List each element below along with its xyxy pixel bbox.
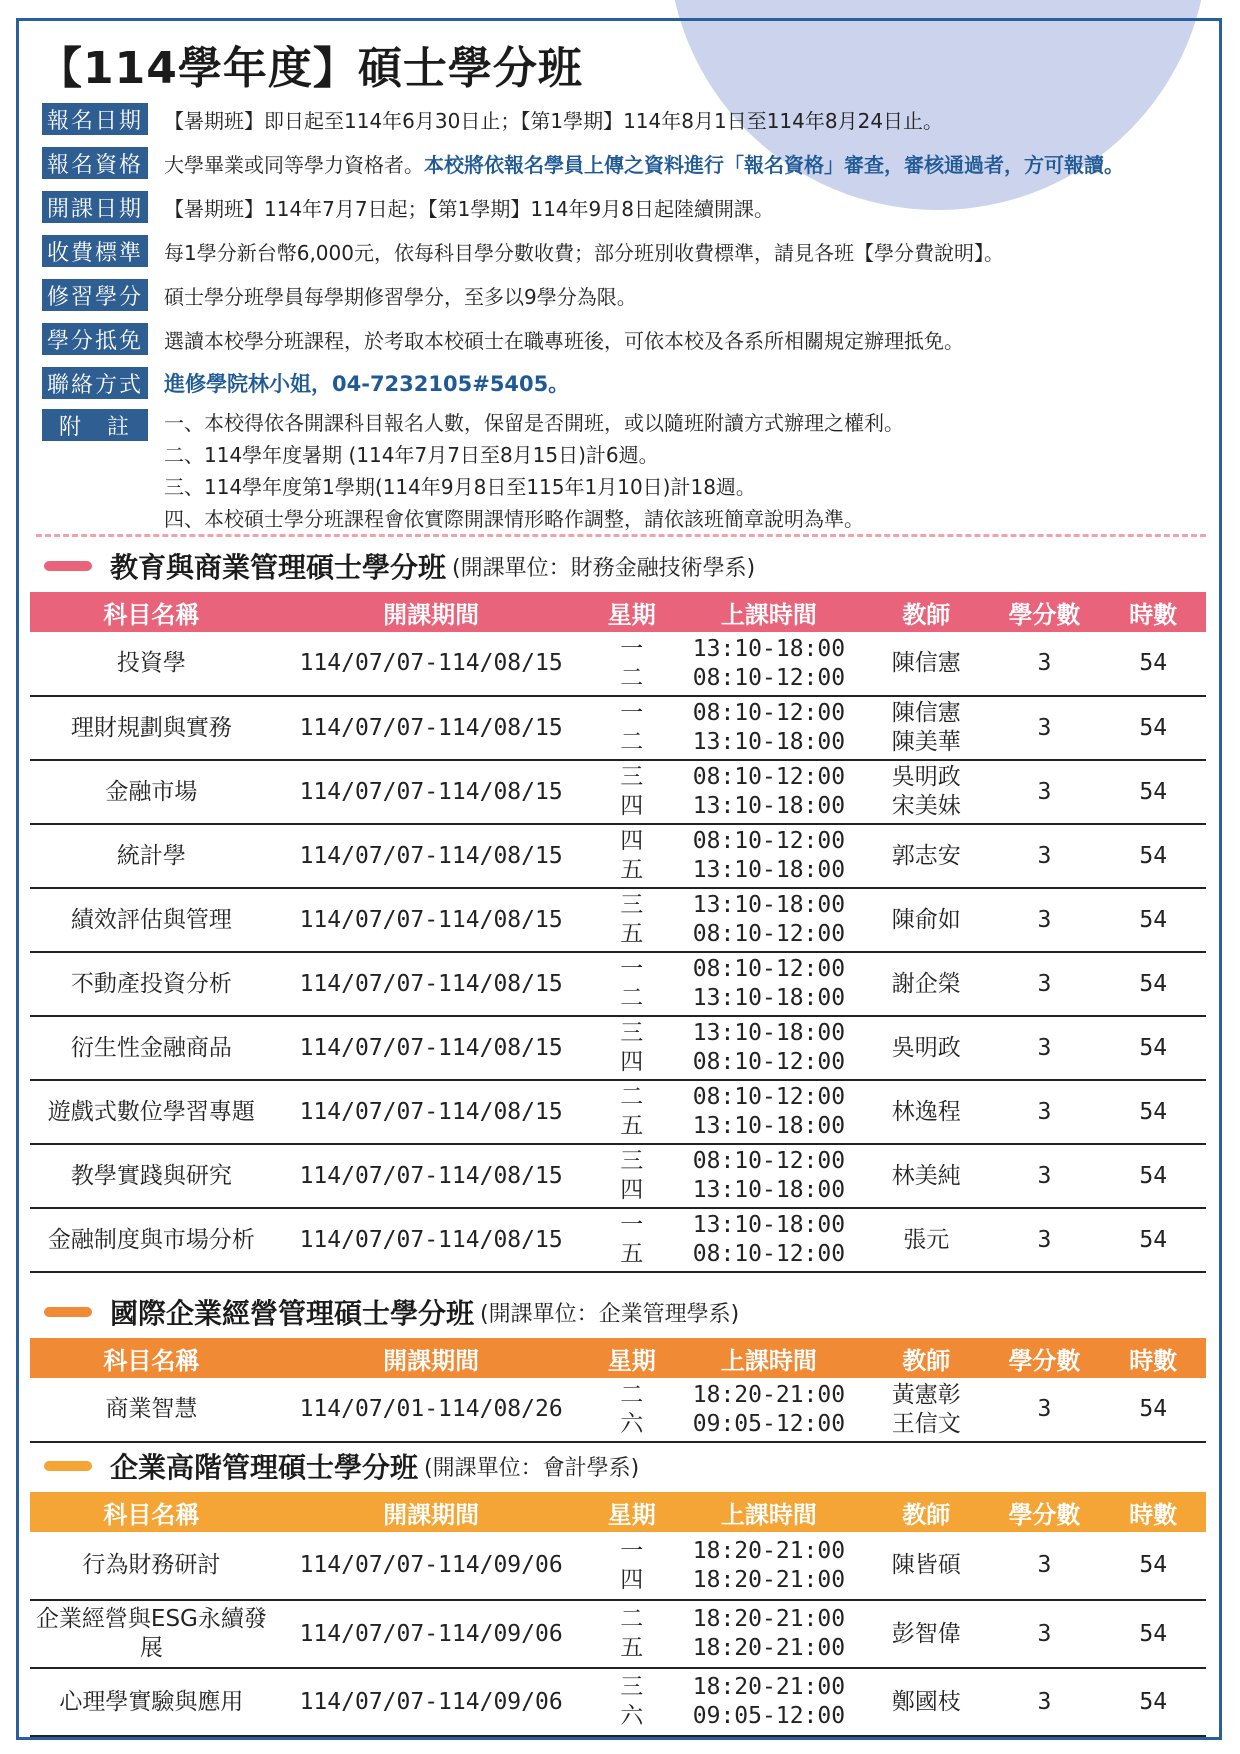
section-unit: (開課單位：財務金融技術學系) <box>452 555 756 581</box>
cell-credits: 3 <box>1037 1098 1052 1125</box>
teacher-1: 林逸程 <box>891 1098 961 1125</box>
weekday-2: 四 <box>620 1566 644 1593</box>
teacher-1: 吳明政 <box>891 1034 961 1061</box>
cell-weekday <box>589 1144 673 1208</box>
weekday-1: 三 <box>620 764 644 790</box>
note-item: 四、本校碩士學分班課程會依實際開課情形略作調整，請依該班簡章說明為準。 <box>164 507 864 531</box>
info-label: 學分抵免 <box>42 323 148 355</box>
weekday-2: 五 <box>620 1635 644 1661</box>
weekday-1: 三 <box>620 1148 644 1174</box>
time-2: 13:10-18:00 <box>692 793 846 819</box>
course-table-3 <box>30 1492 1206 1737</box>
weekday-1: 一 <box>620 635 644 662</box>
cell-hours: 54 <box>1139 1688 1168 1715</box>
cell-teacher <box>864 632 989 696</box>
weekday-2: 五 <box>620 857 644 883</box>
weekday-1: 一 <box>620 700 644 726</box>
header-subject: 科目名稱 <box>30 1492 273 1532</box>
section-title: 教育與商業管理碩士學分班 <box>110 551 447 584</box>
info-waiver <box>42 317 1222 361</box>
info-label: 附 註 <box>42 409 148 441</box>
info-label: 報名日期 <box>42 103 148 135</box>
cell-teacher <box>864 1600 989 1668</box>
cell-weekday <box>589 1668 673 1736</box>
cell-period: 114/07/07-114/08/15 <box>299 1098 563 1125</box>
table-row <box>30 1600 1206 1668</box>
time-1: 18:20-21:00 <box>692 1606 846 1632</box>
table-header-row <box>30 592 1206 632</box>
time-2: 13:10-18:00 <box>692 985 846 1011</box>
cell-subject: 不動產投資分析 <box>70 970 232 997</box>
table-header-row <box>30 1338 1206 1378</box>
info-text-highlight: 本校將依報名學員上傳之資料進行「報名資格」審查，審核通過者，方可報讀。 <box>424 152 1124 177</box>
time-2: 13:10-18:00 <box>692 857 846 883</box>
weekday-2: 四 <box>620 1177 644 1203</box>
teacher-1: 張元 <box>903 1226 950 1253</box>
time-2: 08:10-12:00 <box>692 921 846 947</box>
cell-weekday <box>589 1378 673 1442</box>
time-1: 18:20-21:00 <box>692 1674 846 1700</box>
course-table-2 <box>30 1338 1206 1443</box>
cell-hours: 54 <box>1139 970 1168 997</box>
header-weekday: 星期 <box>589 1492 673 1532</box>
time-2: 09:05-12:00 <box>692 1703 846 1729</box>
time-2: 08:10-12:00 <box>692 664 846 691</box>
note-item: 一、本校得依各開課科目報名人數，保留是否開班，或以隨班附讀方式辦理之權利。 <box>164 411 904 435</box>
cell-teacher <box>864 1378 989 1442</box>
weekday-2: 四 <box>620 793 644 819</box>
time-1: 08:10-12:00 <box>692 956 846 982</box>
cell-subject: 企業經營與ESG永續發展 <box>35 1606 267 1661</box>
cell-hours: 54 <box>1139 650 1168 676</box>
cell-teacher <box>864 696 989 760</box>
teacher-1: 陳信憲 <box>891 700 961 726</box>
cell-period: 114/07/07-114/08/15 <box>299 778 563 805</box>
weekday-1: 四 <box>620 828 644 854</box>
time-2: 18:20-21:00 <box>692 1566 846 1593</box>
cell-period: 114/07/07-114/08/15 <box>299 1034 563 1061</box>
cell-period: 114/07/07-114/08/15 <box>299 1162 563 1189</box>
cell-credits: 3 <box>1037 714 1052 741</box>
cell-hours: 54 <box>1139 1552 1168 1578</box>
teacher-2: 宋美妹 <box>891 793 961 819</box>
header-teacher: 教師 <box>864 1338 989 1378</box>
cell-period: 114/07/07-114/08/15 <box>299 842 563 869</box>
cell-teacher <box>864 952 989 1016</box>
cell-weekday <box>589 1080 673 1144</box>
dashed-divider <box>36 534 1206 537</box>
teacher-2: 王信文 <box>891 1410 961 1437</box>
info-reg-date <box>42 97 1222 141</box>
time-1: 13:10-18:00 <box>692 1212 846 1238</box>
cell-period: 114/07/07-114/08/15 <box>299 1226 563 1253</box>
weekday-1: 二 <box>620 1606 644 1632</box>
header-hours: 時數 <box>1100 1492 1206 1532</box>
cell-period: 114/07/07-114/09/06 <box>299 1688 563 1715</box>
time-2: 18:20-21:00 <box>692 1635 846 1661</box>
cell-subject: 遊戲式數位學習專題 <box>47 1098 255 1125</box>
cell-subject: 績效評估與管理 <box>70 906 232 933</box>
time-1: 18:20-21:00 <box>692 1381 846 1408</box>
time-1: 13:10-18:00 <box>692 892 846 918</box>
header-hours: 時數 <box>1100 1338 1206 1378</box>
cell-weekday <box>589 1600 673 1668</box>
time-2: 08:10-12:00 <box>692 1241 846 1267</box>
weekday-2: 五 <box>620 1113 644 1139</box>
cell-hours: 54 <box>1139 714 1168 741</box>
weekday-1: 三 <box>620 1674 644 1700</box>
table-row <box>30 632 1206 696</box>
teacher-1: 郭志安 <box>891 842 961 869</box>
teacher-2: 陳美華 <box>891 729 961 755</box>
header-time: 上課時間 <box>674 592 864 632</box>
table-row <box>30 1532 1206 1600</box>
teacher-1: 鄭國枝 <box>891 1688 961 1715</box>
cell-subject: 商業智慧 <box>105 1396 198 1422</box>
cell-credits: 3 <box>1037 970 1052 997</box>
info-fee <box>42 229 1222 273</box>
teacher-1: 林美純 <box>891 1162 961 1189</box>
contact-text: 進修學院林小姐，04-7232105#5405。 <box>164 372 570 396</box>
notes-list <box>164 407 904 535</box>
cell-weekday <box>589 760 673 824</box>
weekday-2: 二 <box>620 664 644 691</box>
cell-teacher <box>864 1016 989 1080</box>
cell-time <box>674 952 864 1016</box>
cell-teacher <box>864 760 989 824</box>
time-1: 08:10-12:00 <box>692 1148 846 1174</box>
header-hours: 時數 <box>1100 592 1206 632</box>
table-row <box>30 760 1206 824</box>
time-1: 08:10-12:00 <box>692 764 846 790</box>
teacher-1: 吳明政 <box>891 764 961 790</box>
info-label: 開課日期 <box>42 191 148 223</box>
weekday-1: 一 <box>620 1537 644 1564</box>
cell-hours: 54 <box>1139 778 1168 805</box>
cell-time <box>674 1144 864 1208</box>
cell-period: 114/07/07-114/08/15 <box>299 970 563 997</box>
cell-subject: 衍生性金融商品 <box>70 1034 232 1061</box>
cell-subject: 心理學實驗與應用 <box>59 1688 244 1715</box>
cell-hours: 54 <box>1139 1098 1168 1125</box>
weekday-2: 五 <box>620 921 644 947</box>
cell-time <box>674 1532 864 1600</box>
cell-credits: 3 <box>1037 778 1052 805</box>
table-header-row <box>30 1492 1206 1532</box>
cell-credits: 3 <box>1037 1396 1052 1422</box>
time-1: 13:10-18:00 <box>692 635 846 662</box>
info-contact <box>42 361 1222 405</box>
cell-hours: 54 <box>1139 1034 1168 1061</box>
info-qualification <box>42 141 1222 185</box>
cell-weekday <box>589 888 673 952</box>
teacher-1: 黃憲彰 <box>891 1381 961 1408</box>
cell-time <box>674 1600 864 1668</box>
weekday-2: 二 <box>620 729 644 755</box>
cell-time <box>674 696 864 760</box>
cell-time <box>674 632 864 696</box>
cell-period: 114/07/07-114/08/15 <box>299 714 563 741</box>
cell-credits: 3 <box>1037 906 1052 933</box>
cell-credits: 3 <box>1037 1226 1052 1253</box>
cell-hours: 54 <box>1139 1162 1168 1189</box>
cell-time <box>674 1080 864 1144</box>
weekday-2: 五 <box>620 1241 644 1267</box>
cell-period: 114/07/01-114/08/26 <box>299 1396 563 1422</box>
time-1: 13:10-18:00 <box>692 1020 846 1046</box>
cell-hours: 54 <box>1139 906 1168 933</box>
info-text: 碩士學分班學員每學期修習學分，至多以9學分為限。 <box>164 284 637 309</box>
cell-time <box>674 760 864 824</box>
info-text: 每1學分新台幣6,000元，依每科目學分數收費；部分班別收費標準，請見各班【學分費說明】。 <box>164 240 1004 265</box>
cell-credits: 3 <box>1037 650 1052 676</box>
weekday-2: 四 <box>620 1049 644 1075</box>
time-1: 08:10-12:00 <box>692 828 846 854</box>
cell-credits: 3 <box>1037 1162 1052 1189</box>
teacher-1: 謝企榮 <box>891 970 961 997</box>
cell-time <box>674 1208 864 1272</box>
table-row <box>30 696 1206 760</box>
time-2: 08:10-12:00 <box>692 1049 846 1075</box>
time-2: 13:10-18:00 <box>692 1177 846 1203</box>
cell-time <box>674 1668 864 1736</box>
info-text <box>164 149 1124 178</box>
info-text-plain: 大學畢業或同等學力資格者。 <box>164 152 424 177</box>
weekday-1: 一 <box>620 1212 644 1238</box>
weekday-1: 三 <box>620 1020 644 1046</box>
weekday-2: 六 <box>620 1410 644 1437</box>
cell-subject: 金融制度與市場分析 <box>47 1226 255 1253</box>
time-2: 13:10-18:00 <box>692 729 846 755</box>
info-start-date <box>42 185 1222 229</box>
header-teacher: 教師 <box>864 1492 989 1532</box>
cell-period: 114/07/07-114/09/06 <box>299 1620 563 1647</box>
table-row <box>30 1144 1206 1208</box>
cell-time <box>674 1016 864 1080</box>
header-weekday: 星期 <box>589 592 673 632</box>
header-subject: 科目名稱 <box>30 1338 273 1378</box>
header-credits: 學分數 <box>989 1492 1101 1532</box>
teacher-1: 陳俞如 <box>891 906 961 933</box>
header-weekday: 星期 <box>589 1338 673 1378</box>
header-subject: 科目名稱 <box>30 592 273 632</box>
cell-teacher <box>864 1668 989 1736</box>
info-text: 選讀本校學分班課程，於考取本校碩士在職專班後，可依本校及各系所相關規定辦理抵免。 <box>164 328 964 353</box>
teacher-1: 陳信憲 <box>891 650 961 676</box>
course-table-1 <box>30 592 1206 1273</box>
cell-weekday <box>589 1016 673 1080</box>
cell-subject: 統計學 <box>116 842 186 869</box>
weekday-2: 六 <box>620 1703 644 1729</box>
cell-hours: 54 <box>1139 1226 1168 1253</box>
header-period: 開課期間 <box>273 592 590 632</box>
cell-hours: 54 <box>1139 1396 1168 1422</box>
cell-weekday <box>589 952 673 1016</box>
section-unit: (開課單位：企業管理學系) <box>480 1301 740 1327</box>
cell-subject: 理財規劃與實務 <box>70 714 232 741</box>
cell-weekday <box>589 824 673 888</box>
section-unit: (開課單位：會計學系) <box>424 1455 640 1481</box>
cell-subject: 教學實踐與研究 <box>70 1162 232 1189</box>
weekday-1: 三 <box>620 892 644 918</box>
section-pill-icon <box>44 1461 92 1471</box>
info-text: 【暑期班】即日起至114年6月30日止；【第1學期】114年8月1日至114年8月24日止。 <box>164 108 944 133</box>
section-heading-3 <box>44 1446 639 1486</box>
table-row <box>30 824 1206 888</box>
note-item: 二、114學年度暑期 (114年7月7日至8月15日)計6週。 <box>164 443 659 467</box>
section-pill-icon <box>44 1307 92 1317</box>
info-panel <box>42 97 1222 535</box>
header-credits: 學分數 <box>989 592 1101 632</box>
cell-period: 114/07/07-114/08/15 <box>299 906 563 933</box>
cell-subject: 行為財務研討 <box>82 1552 221 1578</box>
cell-period: 114/07/07-114/09/06 <box>299 1552 563 1578</box>
time-1: 08:10-12:00 <box>692 700 846 726</box>
table-row <box>30 888 1206 952</box>
time-2: 13:10-18:00 <box>692 1113 846 1139</box>
header-period: 開課期間 <box>273 1492 590 1532</box>
header-time: 上課時間 <box>674 1338 864 1378</box>
header-period: 開課期間 <box>273 1338 590 1378</box>
info-notes <box>42 407 1222 535</box>
cell-hours: 54 <box>1139 1620 1168 1647</box>
cell-credits: 3 <box>1037 1620 1052 1647</box>
note-item: 三、114學年度第1學期(114年9月8日至115年1月10日)計18週。 <box>164 475 756 499</box>
page-title: 【114學年度】碩士學分班 <box>38 43 583 94</box>
cell-credits: 3 <box>1037 842 1052 869</box>
cell-teacher <box>864 888 989 952</box>
cell-teacher <box>864 824 989 888</box>
cell-period: 114/07/07-114/08/15 <box>299 650 563 676</box>
teacher-1: 陳皆碩 <box>891 1552 961 1578</box>
weekday-1: 二 <box>620 1381 644 1408</box>
section-title: 國際企業經營管理碩士學分班 <box>110 1297 475 1330</box>
cell-weekday <box>589 1532 673 1600</box>
time-2: 09:05-12:00 <box>692 1410 846 1437</box>
section-heading-1 <box>44 546 755 586</box>
info-credits <box>42 273 1222 317</box>
section-heading-2 <box>44 1292 739 1332</box>
time-1: 18:20-21:00 <box>692 1537 846 1564</box>
cell-credits: 3 <box>1037 1688 1052 1715</box>
table-row <box>30 952 1206 1016</box>
weekday-1: 一 <box>620 956 644 982</box>
weekday-2: 二 <box>620 985 644 1011</box>
info-label: 收費標準 <box>42 235 148 267</box>
table-row <box>30 1080 1206 1144</box>
cell-subject: 投資學 <box>116 650 186 676</box>
header-credits: 學分數 <box>989 1338 1101 1378</box>
info-label: 修習學分 <box>42 279 148 311</box>
info-label: 聯絡方式 <box>42 367 148 399</box>
cell-time <box>674 888 864 952</box>
cell-weekday <box>589 632 673 696</box>
cell-teacher <box>864 1080 989 1144</box>
cell-teacher <box>864 1144 989 1208</box>
header-teacher: 教師 <box>864 592 989 632</box>
info-label: 報名資格 <box>42 147 148 179</box>
table-row <box>30 1016 1206 1080</box>
teacher-1: 彭智偉 <box>891 1620 961 1647</box>
cell-teacher <box>864 1208 989 1272</box>
cell-hours: 54 <box>1139 842 1168 869</box>
info-text: 【暑期班】114年7月7日起；【第1學期】114年9月8日起陸續開課。 <box>164 196 774 221</box>
table-row <box>30 1378 1206 1442</box>
table-row <box>30 1208 1206 1272</box>
weekday-1: 二 <box>620 1084 644 1110</box>
cell-credits: 3 <box>1037 1034 1052 1061</box>
time-1: 08:10-12:00 <box>692 1084 846 1110</box>
cell-weekday <box>589 696 673 760</box>
cell-time <box>674 824 864 888</box>
section-title: 企業高階管理碩士學分班 <box>110 1451 419 1484</box>
cell-credits: 3 <box>1037 1552 1052 1578</box>
section-pill-icon <box>44 561 92 571</box>
header-time: 上課時間 <box>674 1492 864 1532</box>
table-row <box>30 1668 1206 1736</box>
cell-time <box>674 1378 864 1442</box>
cell-subject: 金融市場 <box>105 778 198 805</box>
cell-teacher <box>864 1532 989 1600</box>
cell-weekday <box>589 1208 673 1272</box>
